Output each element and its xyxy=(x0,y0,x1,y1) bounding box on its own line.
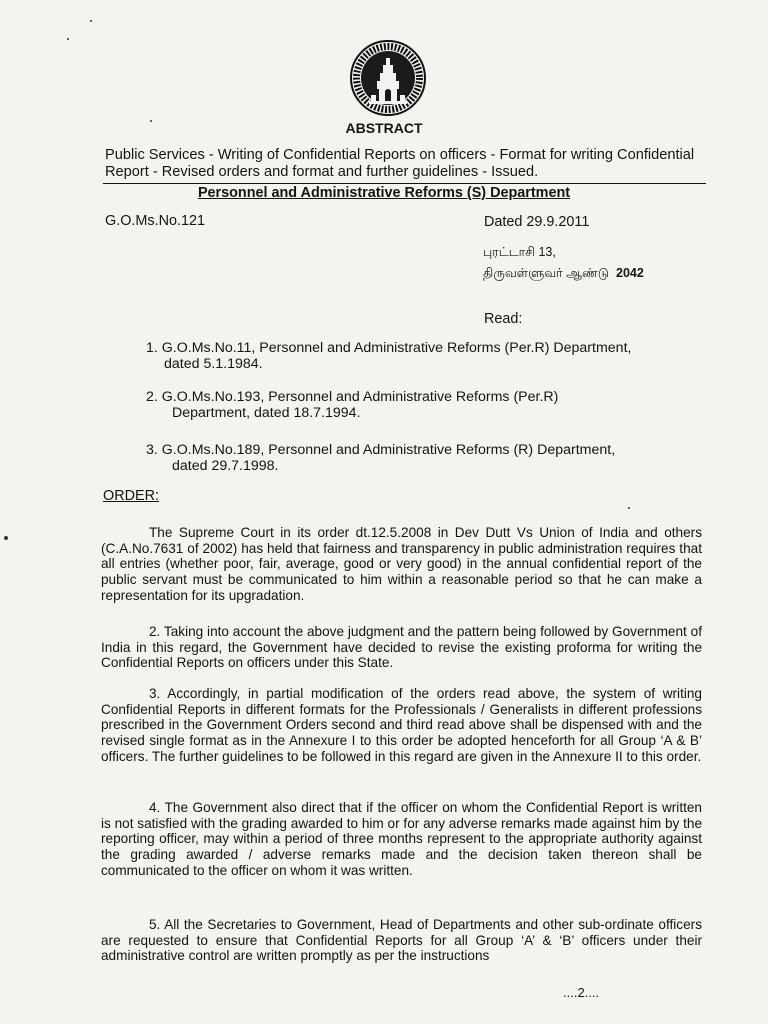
department-name: Personnel and Administrative Reforms (S) Department xyxy=(197,185,571,201)
abstract-title: ABSTRACT xyxy=(345,120,423,136)
reference-3-line-1: 3. G.O.Ms.No.189, Personnel and Administrative Reforms (R) Department, xyxy=(146,442,616,458)
scan-speck xyxy=(628,507,630,509)
scan-speck xyxy=(90,20,92,22)
page-continuation-marker: ....2.... xyxy=(563,985,600,1000)
order-date: Dated 29.9.2011 xyxy=(484,214,590,230)
order-subject: Public Services - Writing of Confidential Reports on officers - Format for writing Confidential Report - Revised orders and format and further guidelines - Issued. xyxy=(105,147,695,180)
reference-1-line-1: 1. G.O.Ms.No.11, Personnel and Administrative Reforms (Per.R) Department, xyxy=(146,340,632,356)
reference-3-line-2: dated 29.7.1998. xyxy=(172,458,279,474)
tamil-date-line-2 xyxy=(483,266,644,282)
order-heading: ORDER: xyxy=(103,488,159,504)
reference-2-line-2: Department, dated 18.7.1994. xyxy=(172,405,361,421)
tamil-date-line-1: புரட்டாசி 13, xyxy=(483,245,556,259)
tamil-era-label: திருவள்ளுவர் ஆண்டு xyxy=(483,266,610,280)
order-paragraph-5: 5. All the Secretaries to Government, Head of Departments and other sub-ordinate officers are requested to ensure that Confidential Reports for all Group ‘A’ & ‘B’ officers under their administrative control are written promptly as per the instructions xyxy=(101,917,702,964)
order-paragraph-3: 3. Accordingly, in partial modification of the orders read above, the system of writing Confidential Reports in different formats for the Professionals / Generalists in different professions prescribed in the Government Orders second and third read above shall be dispensed with and the revised single format as in the Annexure I to this order be adopted henceforth for all Group ‘A & B’ officers. The further guidelines to be followed in this regard are given in the Annexure II to this order. xyxy=(101,686,702,764)
go-number: G.O.Ms.No.121 xyxy=(105,213,205,229)
tamilnadu-emblem-seal xyxy=(349,39,427,117)
order-paragraph-2: 2. Taking into account the above judgment and the pattern being followed by Government of India in this regard, the Government have decided to revise the existing proforma for writing the Confidential Reports on officers under this State. xyxy=(101,624,702,671)
reference-1-line-2: dated 5.1.1984. xyxy=(164,356,263,372)
scan-speck xyxy=(67,38,69,40)
scan-speck xyxy=(4,536,8,540)
subject-divider xyxy=(103,183,706,184)
order-paragraph-1: The Supreme Court in its order dt.12.5.2008 in Dev Dutt Vs Union of India and others (C.A.No.7631 of 2002) has held that fairness and transparency in public administration requires that all entries (whether poor, fair, average, good or very good) in the annual confidential report of the public servant must be communicated to him within a reasonable period so that he can make a representation for its upgradation. xyxy=(101,525,702,603)
order-paragraph-4: 4. The Government also direct that if the officer on whom the Confidential Report is written is not satisfied with the grading awarded to him or for any adverse remarks made against him by the reporting officer, may within a period of three months represent to the appropriate authority against the grading awarded / adverse remarks made and the decision taken thereon shall be communicated to the officer on whom it was written. xyxy=(101,800,702,878)
tamil-year: 2042 xyxy=(616,266,644,280)
read-label: Read: xyxy=(484,311,523,327)
reference-2-line-1: 2. G.O.Ms.No.193, Personnel and Administrative Reforms (Per.R) xyxy=(146,389,559,405)
